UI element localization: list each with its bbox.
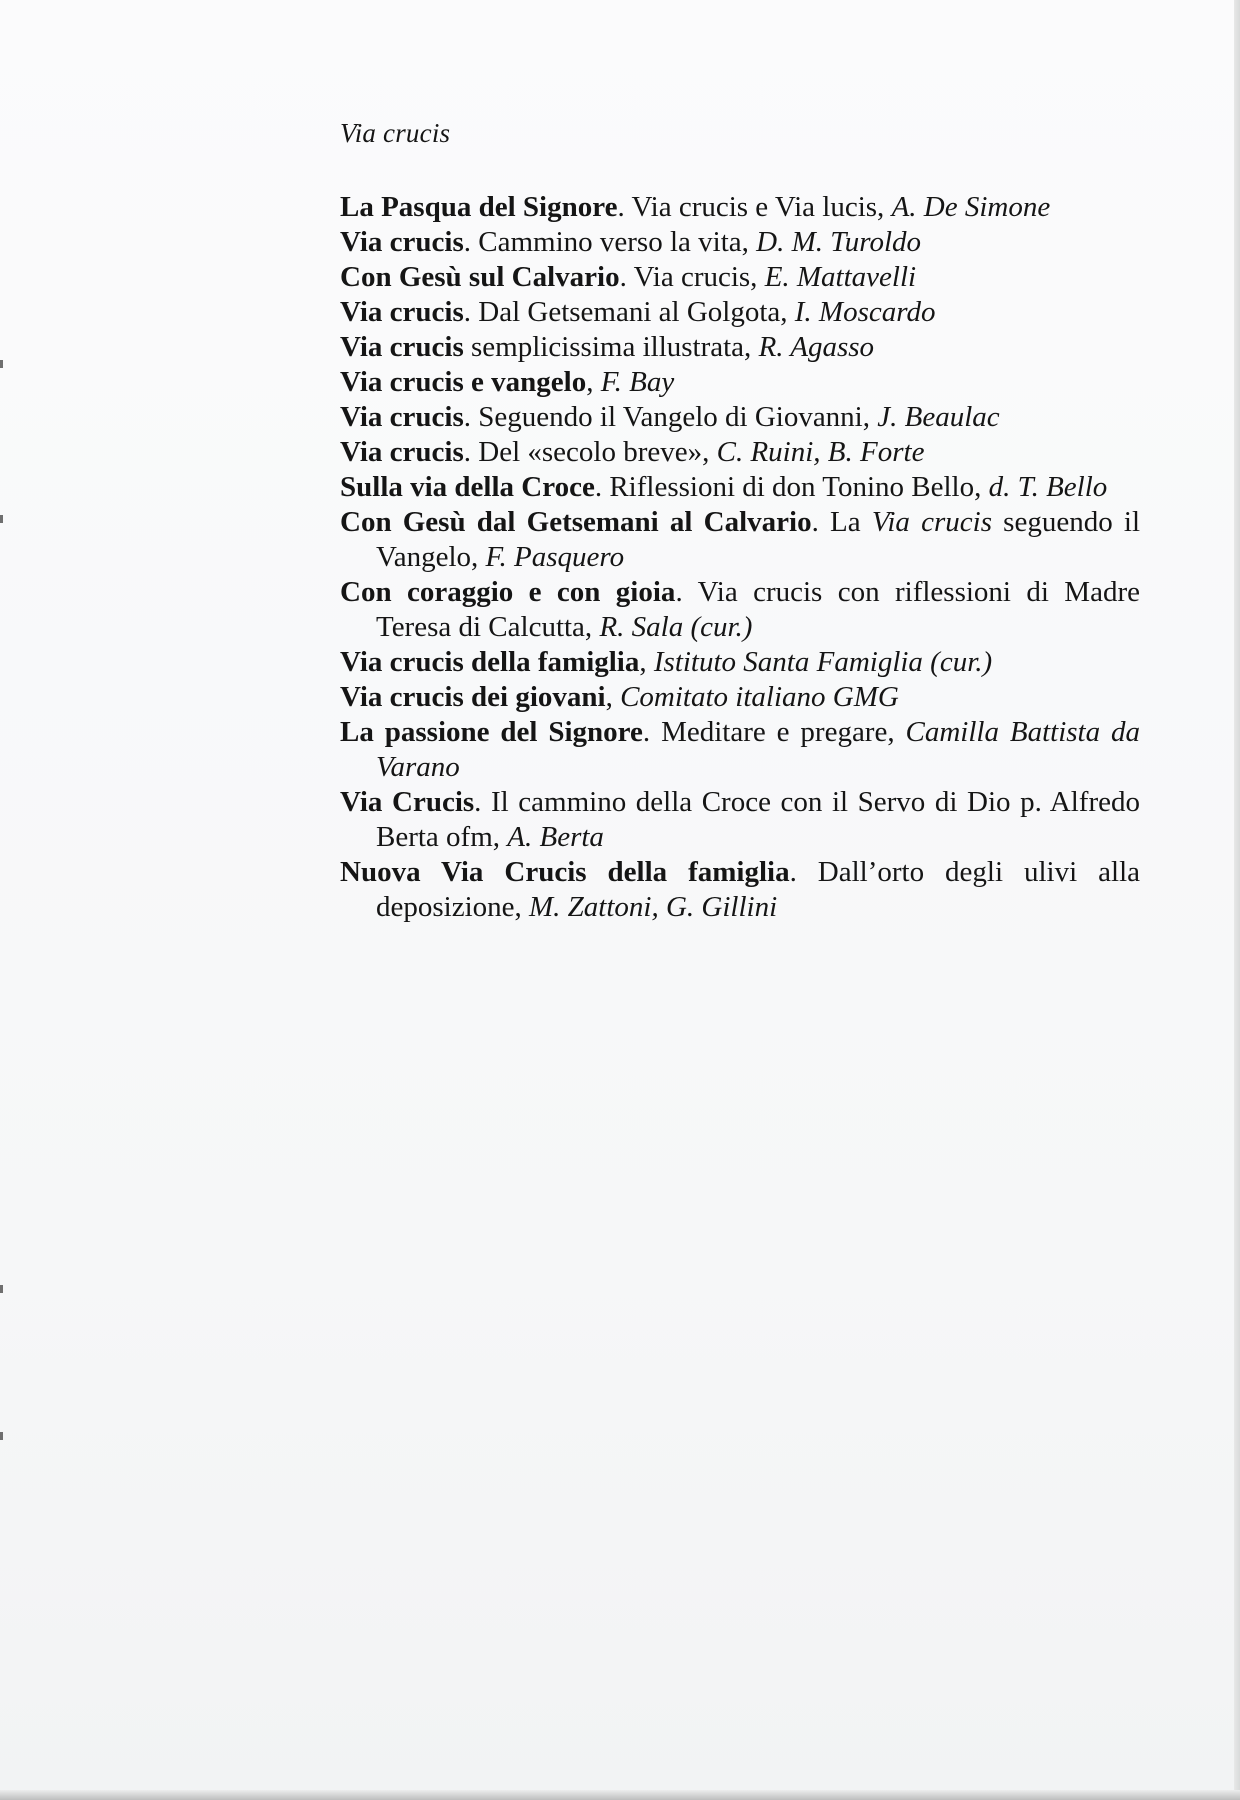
book-description: Via crucis, bbox=[633, 261, 765, 293]
page-edge-right bbox=[1234, 0, 1240, 1800]
book-author: d. T. Bello bbox=[988, 471, 1108, 503]
book-entry: Con Gesù dal Getsemani al Calvario. La Via crucis seguendo il Vangelo, F. Pasquero bbox=[340, 506, 1141, 573]
book-author: Comitato italiano GMG bbox=[620, 681, 899, 713]
book-title: La Pasqua del Signore bbox=[340, 191, 618, 223]
book-author: Camilla Battista da Varano bbox=[376, 716, 1140, 783]
book-description: Via crucis con riflessioni di Madre Teresa di Calcutta, bbox=[376, 576, 1140, 643]
book-title: Con Gesù sul Calvario bbox=[340, 261, 620, 293]
book-description: Cammino verso la vita, bbox=[478, 226, 757, 258]
book-entry: Via crucis. Dal Getsemani al Golgota, I. Moscardo bbox=[340, 296, 936, 328]
binding-mark bbox=[0, 515, 3, 523]
book-title: Via crucis dei giovani bbox=[340, 681, 606, 713]
book-title: La passione del Signore bbox=[340, 716, 643, 748]
book-description: La bbox=[830, 506, 872, 538]
page-edge-bottom bbox=[0, 1790, 1240, 1800]
book-author: Istituto Santa Famiglia (cur.) bbox=[653, 646, 993, 678]
book-author: R. Agasso bbox=[758, 331, 875, 363]
section-title: Via crucis bbox=[340, 118, 451, 148]
book-author: A. Berta bbox=[507, 821, 604, 853]
book-entry: Via crucis dei giovani, Comitato italiano GMG bbox=[340, 681, 899, 713]
book-author: F. Pasquero bbox=[485, 541, 625, 573]
book-description: Riflessioni di don Tonino Bello, bbox=[609, 471, 989, 503]
book-entry: Via crucis. Seguendo il Vangelo di Giovanni, J. Beaulac bbox=[340, 401, 1000, 433]
book-entry: Via Crucis. Il cammino della Croce con il Servo di Dio p. Alfredo Berta ofm, A. Berta bbox=[340, 786, 1140, 853]
book-title: Via crucis bbox=[340, 436, 464, 468]
book-title: Via crucis bbox=[340, 401, 464, 433]
binding-mark bbox=[0, 1432, 3, 1440]
book-entry: Con coraggio e con gioia. Via crucis con riflessioni di Madre Teresa di Calcutta, R. Sala (cur.) bbox=[340, 576, 1140, 643]
book-author: A. De Simone bbox=[891, 191, 1051, 223]
book-author: R. Sala (cur.) bbox=[599, 611, 753, 643]
book-description: semplicissima illustrata, bbox=[471, 331, 759, 363]
book-author: F. Bay bbox=[600, 366, 675, 398]
book-title: Via crucis bbox=[340, 296, 464, 328]
book-list bbox=[340, 190, 1140, 925]
book-author: E. Mattavelli bbox=[764, 261, 917, 293]
book-entry: Via crucis e vangelo, F. Bay bbox=[340, 366, 675, 398]
book-description: seguendo il Vangelo, bbox=[376, 506, 1141, 573]
book-description: Seguendo il Vangelo di Giovanni, bbox=[478, 401, 878, 433]
binding-mark bbox=[0, 360, 3, 368]
book-title: Sulla via della Croce bbox=[340, 471, 595, 503]
book-title: Nuova Via Crucis della famiglia bbox=[340, 856, 790, 888]
book-entry: Con Gesù sul Calvario. Via crucis, E. Mattavelli bbox=[340, 261, 917, 293]
book-entry: Via crucis. Del «secolo breve», C. Ruini, B. Forte bbox=[340, 436, 925, 468]
book-title: Via crucis della famiglia bbox=[340, 646, 640, 678]
book-author: J. Beaulac bbox=[877, 401, 1000, 433]
book-entry: La Pasqua del Signore. Via crucis e Via lucis, A. De Simone bbox=[340, 191, 1051, 223]
book-description-emphasis: Via crucis bbox=[871, 506, 992, 538]
book-description: Dall’orto degli ulivi alla deposizione, bbox=[376, 856, 1140, 923]
book-title: Via crucis bbox=[340, 331, 464, 363]
binding-mark bbox=[0, 1285, 3, 1293]
book-entry: Nuova Via Crucis della famiglia. Dall’orto degli ulivi alla deposizione, M. Zattoni, G. Gillini bbox=[340, 856, 1140, 923]
book-description: Il cammino della Croce con il Servo di Dio p. Alfredo Berta ofm, bbox=[376, 786, 1140, 853]
book-description: Via crucis e Via lucis, bbox=[631, 191, 892, 223]
book-entry: Via crucis. Cammino verso la vita, D. M. Turoldo bbox=[340, 226, 922, 258]
book-entry bbox=[340, 330, 1140, 365]
book-description: Meditare e pregare, bbox=[661, 716, 906, 748]
book-entry: La passione del Signore. Meditare e pregare, Camilla Battista da Varano bbox=[340, 716, 1140, 783]
book-author: I. Moscardo bbox=[794, 296, 936, 328]
book-author: C. Ruini, B. Forte bbox=[716, 436, 925, 468]
book-title: Via crucis e vangelo bbox=[340, 366, 587, 398]
book-title: Con coraggio e con gioia bbox=[340, 576, 676, 608]
book-entry: Via crucis della famiglia, Istituto Santa Famiglia (cur.) bbox=[340, 646, 993, 678]
book-author: M. Zattoni, G. Gillini bbox=[529, 891, 778, 923]
book-author: D. M. Turoldo bbox=[756, 226, 922, 258]
book-description: Dal Getsemani al Golgota, bbox=[478, 296, 795, 328]
book-entry: Sulla via della Croce. Riflessioni di don Tonino Bello, d. T. Bello bbox=[340, 471, 1108, 503]
book-title: Via crucis bbox=[340, 226, 464, 258]
book-title: Con Gesù dal Getsemani al Calvario bbox=[340, 506, 812, 538]
book-title: Via Crucis bbox=[340, 786, 475, 818]
book-description: Del «secolo breve», bbox=[478, 436, 717, 468]
